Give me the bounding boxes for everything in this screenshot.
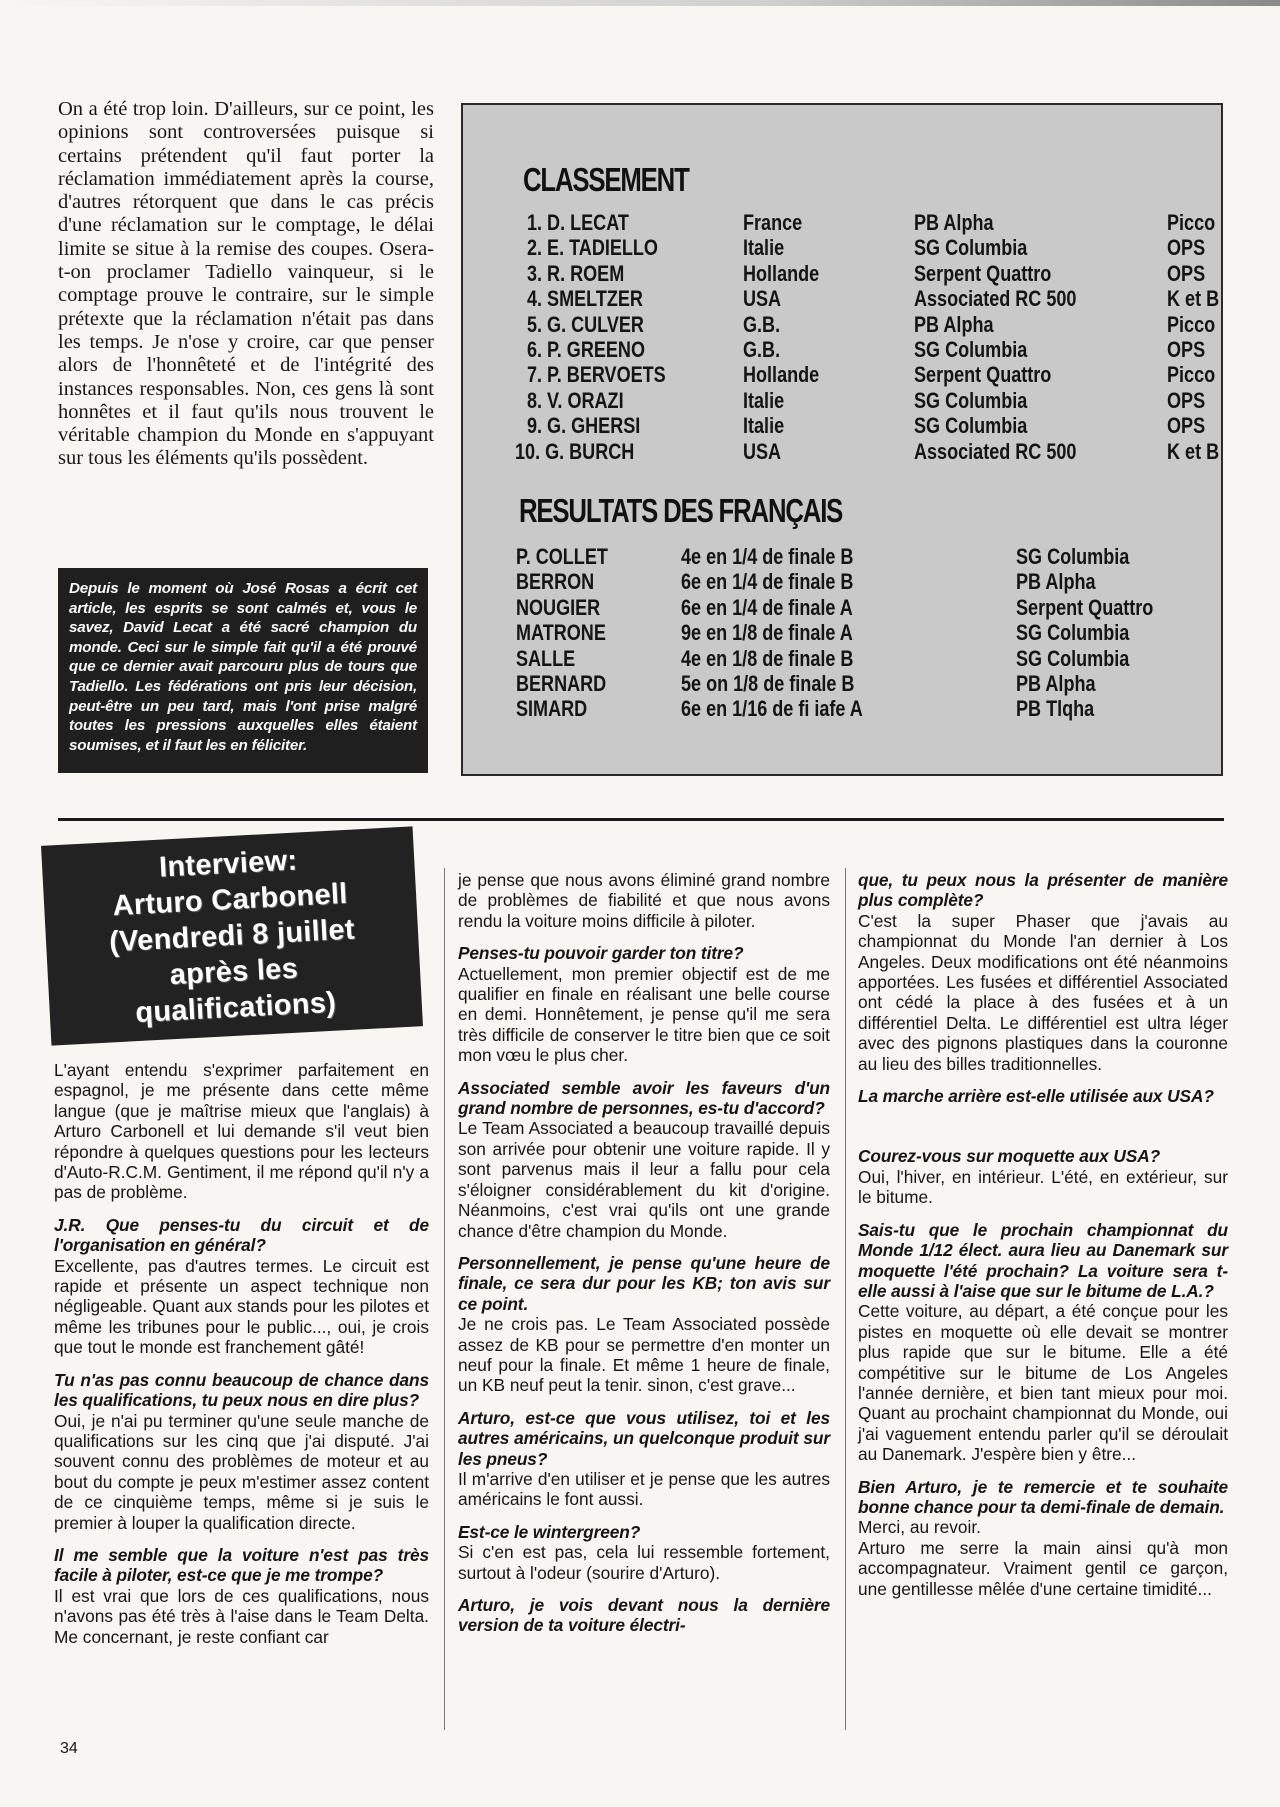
classement-engine: OPS: [1167, 260, 1206, 286]
francais-result: 9e en 1/8 de finale A: [681, 620, 853, 646]
classement-row: [527, 312, 1280, 337]
classement-rank: 10. G. BURCH: [515, 438, 635, 464]
francais-name: SIMARD: [516, 696, 588, 722]
classement-car: Associated RC 500: [914, 438, 1077, 464]
classement-rank: 9. G. GHERSI: [527, 413, 641, 439]
francais-name: NOUGIER: [516, 594, 601, 620]
francais-name: SALLE: [516, 645, 576, 671]
francais-result: 4e en 1/4 de finale B: [681, 544, 854, 569]
classement-car: SG Columbia: [914, 235, 1028, 261]
interview-question: J.R. Que penses-tu du circuit et de l'organisation en général?: [54, 1214, 429, 1256]
column-rule-1: [444, 868, 445, 1730]
interview-answer: L'ayant entendu s'exprimer parfaitement en espagnol, je me présente dans cette même langue (que je maîtrise mieux que l'anglais) à Arturo Carbonell et lui demande s'il veut bien répondre à quelques questions pour les lecteurs d'Auto-R.C.M. Gentiment, il me répond qu'il n'y a pas de problème.: [54, 1060, 429, 1203]
interview-question: Courez-vous sur moquette aux USA?: [858, 1146, 1161, 1167]
classement-country: USA: [743, 438, 782, 464]
interview-answer: Il m'arrive d'en utiliser et je pense que les autres américains le font aussi.: [458, 1468, 830, 1510]
interview-answer: C'est la super Phaser que j'avais au championnat du Monde l'an dernier à Los Angeles. Deux modifications ont été néanmoins apportées. Les fusées et différentiel Associated ont cédé la place à des fusées et à un différentiel Delta. Le différentiel est ultra léger avec des pignons plastiques dans la couronne au lieu des billes traditionnelles.: [858, 910, 1228, 1074]
interview-banner: [41, 826, 423, 1045]
classement-engine: OPS: [1167, 235, 1206, 261]
classement-country: USA: [743, 286, 782, 312]
classement-country: Italie: [743, 387, 785, 413]
interview-answer: Le Team Associated a beaucoup travaillé depuis son arrivée pour obtenir une voiture rapide. Il y sont parvenus mais il leur a fallu pour cela s'éloigner considérablement du kit d'origine. Néanmoins, c'est vrai qu'ils ont une grande chance d'être champion du Monde.: [458, 1118, 830, 1241]
interview-answer: Il est vrai que lors de ces qualifications, nous n'avons pas été très à l'aise dans le Team Delta. Me concernant, je reste confiant car: [54, 1585, 429, 1647]
column-rule-2: [845, 868, 846, 1730]
classement-country: France: [743, 210, 803, 235]
francais-row: [516, 595, 1276, 620]
francais-car: PB Alpha: [1016, 671, 1096, 696]
classement-row: [527, 337, 1280, 362]
classement-row: [527, 235, 1280, 260]
classement-engine: K et B: [1167, 438, 1220, 464]
classement-car: PB Alpha: [914, 210, 994, 235]
francais-row: [516, 620, 1276, 645]
interview-answer: Si c'en est pas, cela lui ressemble fortement, surtout à l'odeur (sourire d'Arturo).: [458, 1542, 830, 1583]
francais-result: 5e on 1/8 de finale B: [681, 671, 855, 696]
classement-car: PB Alpha: [914, 311, 994, 337]
section-divider: [58, 818, 1224, 821]
francais-name: MATRONE: [516, 620, 606, 646]
classement-row: [527, 210, 1280, 235]
classement-engine: OPS: [1167, 413, 1206, 439]
classement-rank: 5. G. CULVER: [527, 311, 644, 337]
classement-country: Italie: [743, 413, 785, 439]
classement-engine: K et B: [1167, 286, 1220, 312]
francais-car: Serpent Quattro: [1016, 594, 1154, 620]
classement-country: G.B.: [743, 337, 781, 362]
banner-line: Arturo Carbonell: [111, 877, 349, 923]
classement-engine: OPS: [1167, 337, 1206, 362]
classement-rank: 4. SMELTZER: [527, 286, 643, 312]
francais-row: [516, 646, 1276, 671]
interview-answer: Je ne crois pas. Le Team Associated possède assez de KB pour se permettre d'en monter un neuf pour la finale. Et même 1 heure de finale, un KB neuf peut la tenir. sinon, c'est grave...: [458, 1314, 830, 1396]
classement-car: SG Columbia: [914, 337, 1028, 362]
interview-answer: Oui, l'hiver, en intérieur. L'été, en extérieur, sur le bitume.: [858, 1166, 1228, 1208]
page-number: 34: [60, 1740, 78, 1757]
classement-rank: 7. P. BERVOETS: [527, 362, 666, 388]
interview-answer: Cette voiture, au départ, a été conçue pour les pistes en moquette où elle devait se montrer plus rapide que sur le bitume. Elle a été compétitive sur le bitume de Los Angeles l'année dernière, et bien tant mieux pour moi. Quant au prochaint championnat du Monde, oui j'ai vaguement entendu parler qu'il se déroulait au Danemark. J'espère bien y être...: [858, 1301, 1228, 1465]
francais-result: 6e en 1/16 de fi iafe A: [681, 696, 863, 722]
classement-rank: 3. R. ROEM: [527, 260, 625, 286]
classement-engine: Picco: [1167, 362, 1216, 388]
classement-row: [527, 388, 1280, 413]
francais-row: [516, 569, 1276, 594]
francais-car: SG Columbia: [1016, 544, 1130, 569]
francais-name: P. COLLET: [516, 544, 608, 569]
francais-name: BERRON: [516, 569, 595, 595]
interview-column-2: [458, 870, 830, 1636]
interview-question: Tu n'as pas connu beaucoup de chance dans les qualifications, tu peux nous en dire plus?: [54, 1369, 429, 1411]
francais-row: [516, 544, 1276, 569]
classement-car: Serpent Quattro: [914, 260, 1052, 286]
classement-row: [527, 261, 1280, 286]
classement-row: [527, 413, 1280, 438]
interview-answer: je pense que nous avons éliminé grand nombre de problèmes de fiabilité et que nous avons rendu la voiture moins difficile à piloter.: [458, 870, 830, 931]
classement-car: SG Columbia: [914, 413, 1028, 439]
interview-question: Est-ce le wintergreen?: [458, 1521, 641, 1542]
francais-result: 6e en 1/4 de finale A: [681, 594, 853, 620]
francais-car: PB Alpha: [1016, 569, 1096, 595]
francais-row: [516, 671, 1276, 696]
editor-note-box: Depuis le moment où José Rosas a écrit cet article, les esprits se sont calmés et, vous le savez, David Lecat a été sacré champion du monde. Ceci sur le simple fait qu'il a été prouvé que ce dernier avait parcouru plus de tours que Tadiello. Les fédérations ont pris leur décision, peut-être un peu tard, mais l'ont prise malgré toutes les pressions auxquelles elles étaient soumises, et il faut les en féliciter.: [58, 568, 428, 773]
interview-question: Arturo, je vois devant nous la dernière version de ta voiture électri-: [458, 1595, 830, 1636]
banner-line: qualifications): [134, 986, 337, 1030]
classement-country: Italie: [743, 235, 785, 261]
classement-title: CLASSEMENT: [523, 161, 689, 198]
interview-question: Bien Arturo, je te remercie et te souhaite bonne chance pour ta demi-finale de demain.: [858, 1476, 1228, 1517]
classement-engine: OPS: [1167, 387, 1206, 413]
interview-answer: Oui, je n'ai pu terminer qu'une seule manche de qualifications sur les cinq que j'ai disputé. J'ai souvent connu des problèmes de moteur et au bout du compte je peux m'estimer assez content de ce cinquième temps, même si je suis le premier à louper la qualification directe.: [54, 1410, 429, 1533]
interview-answer: Arturo me serre la main ainsi qu'à mon accompagnateur. Vraiment gentil ce garçon, une gentillesse mêlée d'une certaine timidité...: [858, 1537, 1228, 1599]
classement-country: G.B.: [743, 311, 781, 337]
intro-paragraph: On a été trop loin. D'ailleurs, sur ce point, les opinions sont controversées puisque si certains prétendent qu'il faut porter la réclamation immédiatement après la course, d'autres rétorquent que dans le cas précis d'une réclamation sur le comptage, le délai limite se situe à la remise des coupes. Osera-t-on proclamer Tadiello vainqueur, si le comptage prouve le contraire, sur le simple prétexte que la réclamation n'était pas dans les temps. Je n'ose y croire, car que penser alors de l'honnêteté et de l'intégrité des instances responsables. Non, ces gens là sont honnêtes et il faut qu'ils nous trouvent le véritable champion du Monde en s'appuyant sur tous les éléments qu'ils possèdent.: [58, 98, 434, 470]
banner-line: après les: [168, 952, 299, 992]
classement-rank: 8. V. ORAZI: [527, 387, 624, 413]
interview-title: [105, 840, 360, 1033]
interview-question: que, tu peux nous la présenter de manière plus complète?: [858, 870, 1228, 911]
francais-car: SG Columbia: [1016, 620, 1130, 646]
interview-answer: Merci, au revoir.: [858, 1517, 981, 1538]
classement-rank: 6. P. GREENO: [527, 337, 645, 362]
interview-question: Penses-tu pouvoir garder ton titre?: [458, 943, 744, 964]
interview-question: Arturo, est-ce que vous utilisez, toi et les autres américains, un quelconque produit sur les pneus?: [458, 1407, 830, 1469]
classement-rank: 2. E. TADIELLO: [527, 235, 658, 261]
interview-answer: Excellente, pas d'autres termes. Le circuit est rapide et présente un aspect technique non négligeable. Quant aux stands pour les pilotes et même les tribunes pour le public..., oui, je crois que tout le monde est franchement gâté!: [54, 1255, 429, 1358]
classement-car: Associated RC 500: [914, 286, 1077, 312]
francais-row: [516, 696, 1276, 721]
classement-car: SG Columbia: [914, 387, 1028, 413]
classement-row: [527, 362, 1280, 387]
interview-question: Il me semble que la voiture n'est pas très facile à piloter, est-ce que je me trompe?: [54, 1544, 429, 1586]
classement-engine: Picco: [1167, 210, 1216, 235]
interview-column-3: [858, 870, 1228, 1599]
classement-row: [527, 286, 1280, 311]
top-edge: [0, 0, 1280, 6]
francais-car: PB Tlqha: [1016, 696, 1095, 722]
interview-column-1: [54, 1060, 429, 1647]
classement-car: Serpent Quattro: [914, 362, 1052, 388]
interview-answer: Actuellement, mon premier objectif est de me qualifier en finale en réalisant une belle course en demi. Honnêtement, je pense qu'il me sera très difficile de conserver le titre bien que ce soit mon vœu le plus cher.: [458, 963, 830, 1066]
classement-country: Hollande: [743, 260, 820, 286]
classement-engine: Picco: [1167, 311, 1216, 337]
interview-question: Personnellement, je pense qu'une heure de finale, ce sera dur pour les KB; ton avis sur ce point.: [458, 1252, 830, 1314]
francais-car: SG Columbia: [1016, 645, 1130, 671]
banner-line: (Vendredi 8 juillet: [108, 913, 356, 959]
results-box: [461, 103, 1223, 776]
francais-title: RESULTATS DES FRANÇAIS: [519, 492, 843, 529]
classement-rank: 1. D. LECAT: [527, 210, 629, 235]
francais-result: 4e en 1/8 de finale B: [681, 645, 854, 671]
classement-row: [515, 439, 1275, 464]
interview-question: La marche arrière est-elle utilisée aux USA?: [858, 1086, 1214, 1107]
banner-line: Interview:: [158, 844, 299, 884]
francais-result: 6e en 1/4 de finale B: [681, 569, 854, 595]
interview-question: Associated semble avoir les faveurs d'un grand nombre de personnes, es-tu d'accord?: [458, 1077, 830, 1119]
interview-question: Sais-tu que le prochain championnat du Monde 1/12 élect. aura lieu au Danemark sur moquette l'été prochain? La voiture sera t-elle aussi à l'aise que sur le bitume de L.A.?: [858, 1219, 1228, 1301]
classement-country: Hollande: [743, 362, 820, 388]
francais-name: BERNARD: [516, 671, 607, 696]
